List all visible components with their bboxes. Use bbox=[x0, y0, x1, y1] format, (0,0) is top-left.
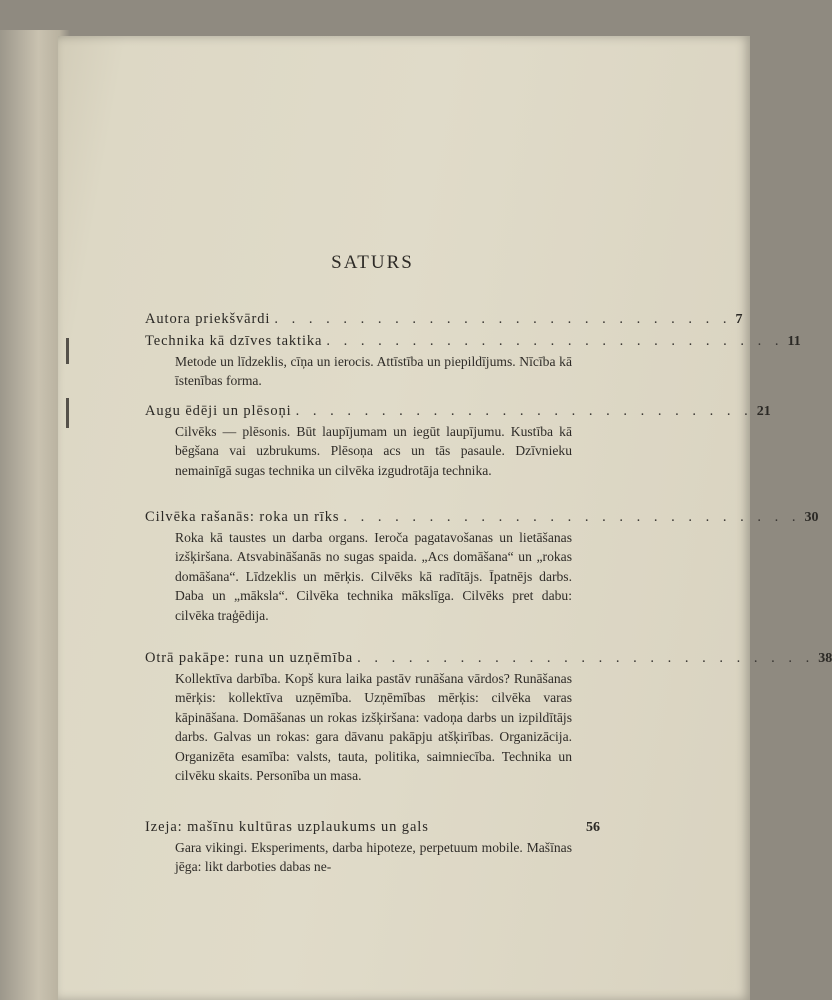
toc-heading: SATURS bbox=[331, 252, 414, 273]
entry-description: Metode un līdzeklis, cīņa un ierocis. Attīstība un piepildījums. Nīcība kā īstenības forma. bbox=[175, 354, 572, 389]
toc-entry bbox=[145, 309, 743, 330]
entry-page-number: 38 bbox=[818, 651, 832, 666]
dot-leader: . . . . . . . . . . . . . . . . . . . . . . . . . . . bbox=[343, 509, 801, 525]
toc-entry bbox=[145, 648, 832, 785]
entry-title: Cilvēka rašanās: roka un rīks bbox=[145, 509, 340, 525]
dot-leader: . . . . . . . . . . . . . . . . . . . . . . . . . . . bbox=[326, 333, 784, 349]
entry-description: Cilvēks — plēsonis. Būt laupījumam un iegūt laupījumu. Kustība kā bēgšana vai uzbrukums. Plēsoņa acs un tās pasaule. Dzīvnieku nemainīgā sugas technika un cilvēka izgudrotāja technika. bbox=[175, 424, 572, 478]
staple-top bbox=[66, 338, 69, 364]
toc-entry bbox=[145, 331, 801, 391]
dot-leader: . . . . . . . . . . . . . . . . . . . . . . . . . . . bbox=[357, 650, 815, 666]
toc-entry bbox=[145, 507, 819, 625]
staple-bottom bbox=[66, 398, 69, 428]
dot-leader: . . . . . . . . . . . . . . . . . . . . . . . . . . . bbox=[295, 403, 753, 419]
entry-title: Otrā pakāpe: runa un uzņēmība bbox=[145, 650, 354, 666]
entry-title: Technika kā dzīves taktika bbox=[145, 333, 323, 349]
entry-description: Kollektīva darbība. Kopš kura laika pastāv runāšana vārdos? Runāšanas mērķis: kollektīva uzņēmība. Uzņēmības mērķis: cilvēka varas kāpināšana. Domāšanas un rokas izšķiršana: vadoņa darbs un izpildītājs darbs. Galvas un rokas: gara dāvanu pakāpju atšķirības. Organizācija. Organizēta esamība: valsts, tauta, politika, saimniecība. Technika un cilvēku skaits. Personība un masa. bbox=[175, 671, 572, 784]
entry-title: Augu ēdēji un plēsoņi bbox=[145, 403, 292, 419]
toc-entry bbox=[145, 817, 600, 877]
entry-page-number: 30 bbox=[804, 510, 819, 525]
entry-title: Autora priekšvārdi bbox=[145, 311, 271, 327]
entry-description: Roka kā taustes un darba organs. Ieroča pagatavošanas un lietāšanas izšķiršana. Atsvabināšanās no sugas spaida. „Acs domāšana“ un „rokas domāšana“. Līdzeklis un mērķis. Cilvēks kā radītājs. Īpatnējs darbs. Daba un „māksla“. Cilvēka technika mākslīga. Cilvēks pret dabu: cilvēka traģēdija. bbox=[175, 530, 572, 623]
entry-description: Gara vikingi. Eksperiments, darba hipoteze, perpetuum mobile. Mašīnas jēga: likt darboties dabas ne- bbox=[175, 840, 572, 875]
entry-page-number: 56 bbox=[586, 820, 600, 835]
entry-title: Izeja: mašīnu kultūras uzplaukums un gals bbox=[145, 819, 429, 835]
entry-page-number: 21 bbox=[756, 404, 771, 419]
entry-page-number: 7 bbox=[735, 312, 743, 327]
entry-page-number: 11 bbox=[787, 334, 801, 349]
toc-entry bbox=[145, 401, 771, 480]
dot-leader: . . . . . . . . . . . . . . . . . . . . . . . . . . . bbox=[274, 311, 732, 327]
